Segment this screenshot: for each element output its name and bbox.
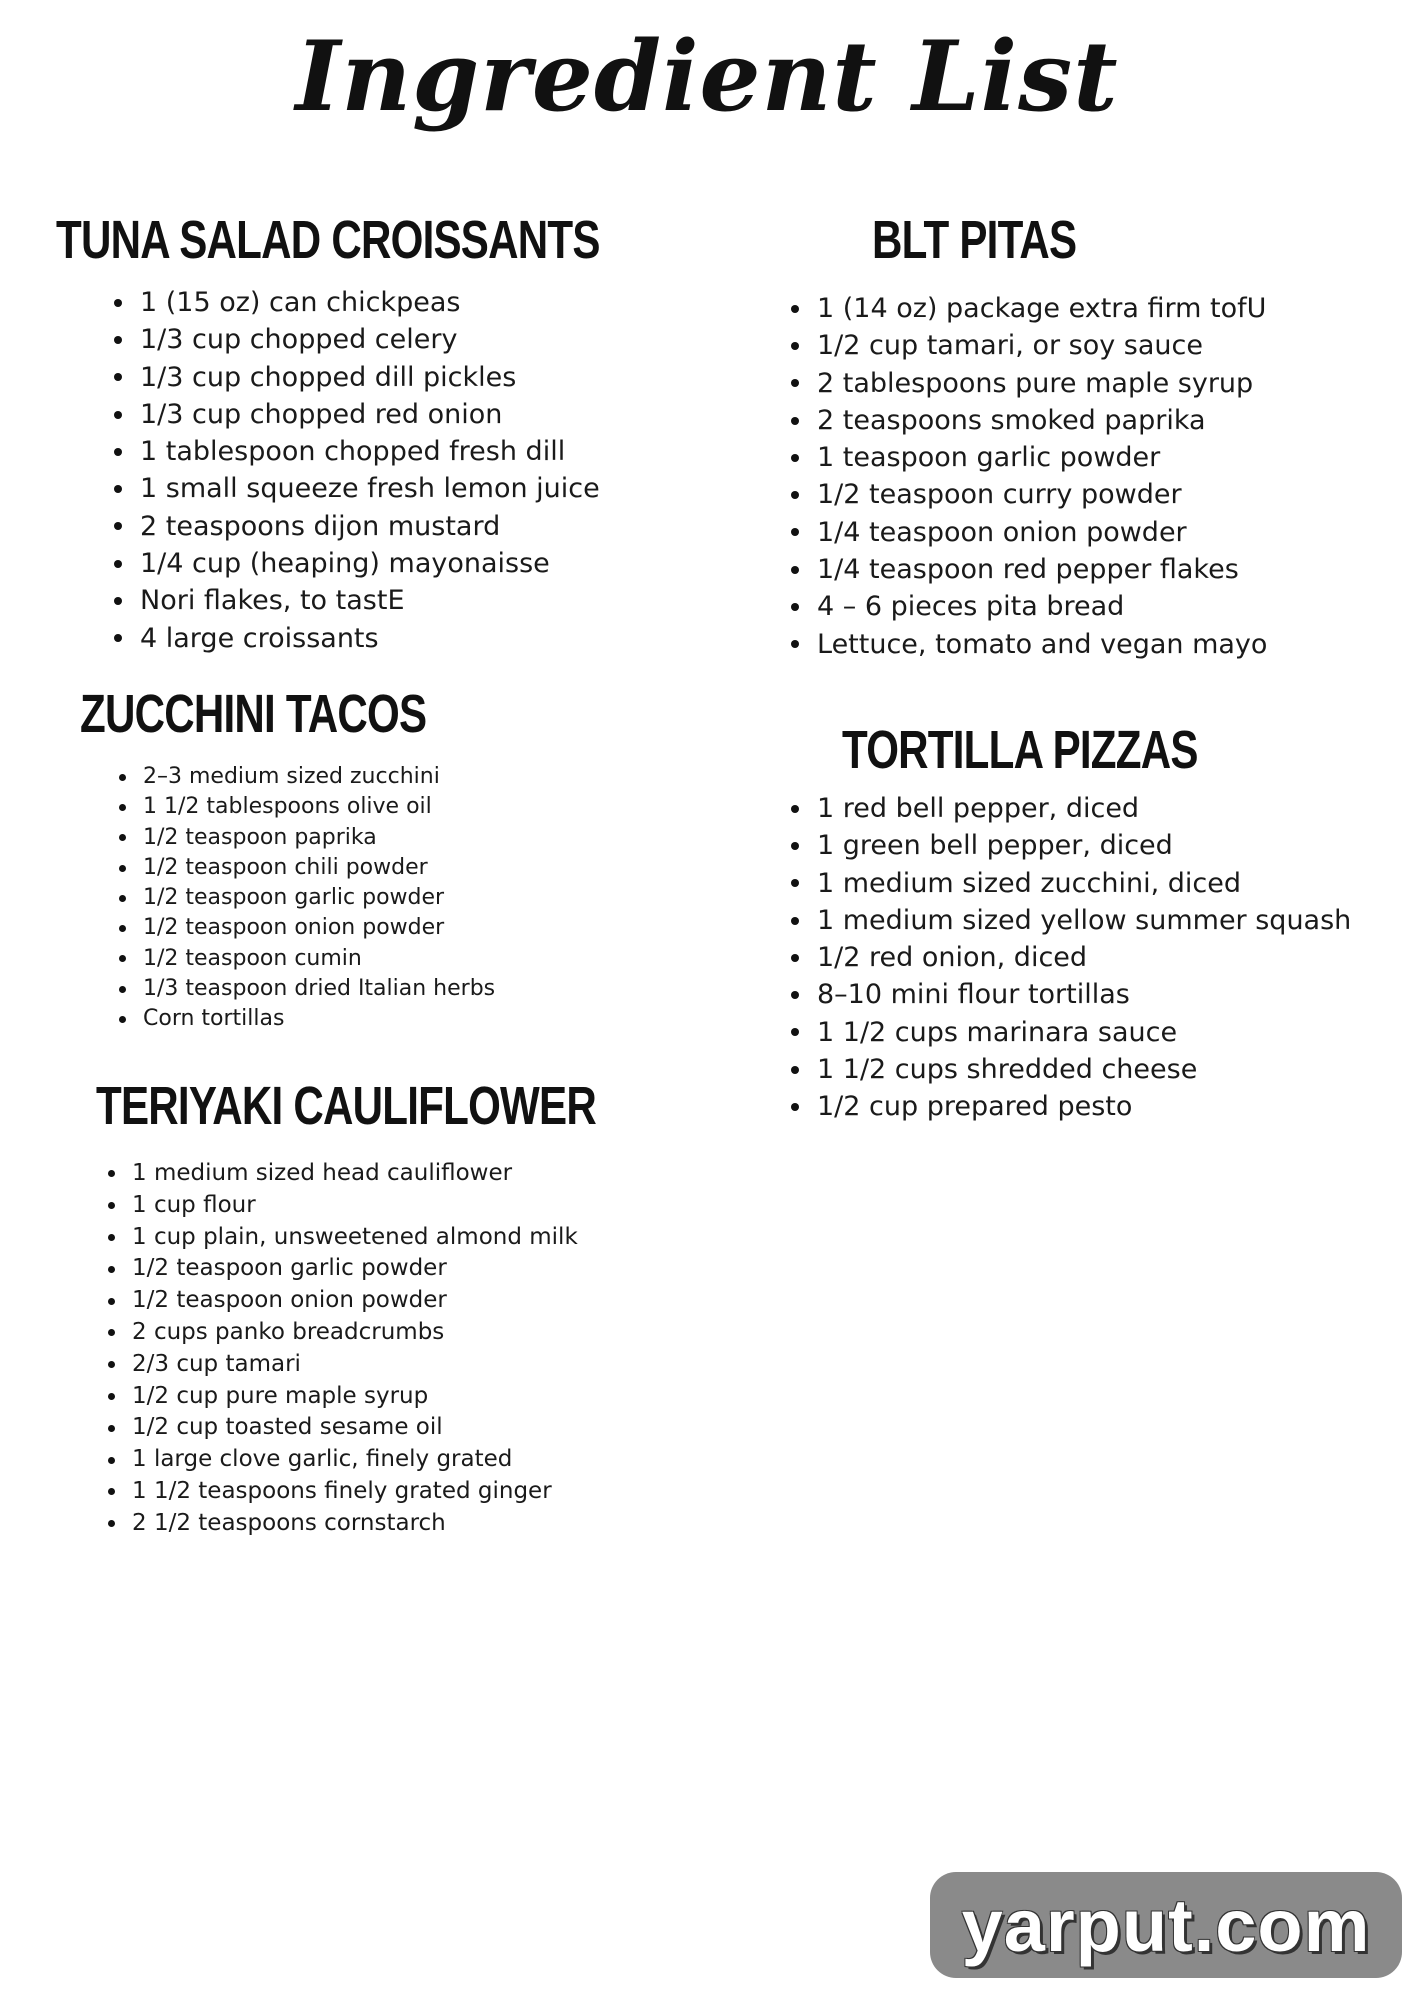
list-item: 2 tablespoons pure maple syrup: [817, 365, 1267, 402]
list-item: 1 1/2 teaspoons finely grated ginger: [132, 1476, 737, 1508]
list-item: 1 (15 oz) can chickpeas: [140, 284, 753, 321]
list-item: 1/3 teaspoon dried Italian herbs: [143, 974, 524, 1004]
list-item: Nori flakes, to tastE: [140, 582, 753, 619]
list-item: 1/2 teaspoon cumin: [143, 944, 524, 974]
list-item: 2 teaspoons smoked paprika: [817, 402, 1267, 439]
list-item: 1/3 cup chopped celery: [140, 321, 753, 358]
list-item: 1/2 cup toasted sesame oil: [132, 1412, 737, 1444]
section-heading: ZUCCHINI TACOS: [80, 684, 427, 744]
section-teriyaki-cauliflower: [96, 1074, 737, 1540]
section-zucchini-tacos: [80, 682, 524, 1035]
section-tuna-salad-croissants: [56, 208, 753, 657]
list-item: 1 tablespoon chopped fresh dill: [140, 433, 753, 470]
list-item: Lettuce, tomato and vegan mayo: [817, 626, 1267, 663]
list-item: 1 1/2 cups shredded cheese: [817, 1051, 1351, 1088]
list-item: 1/4 teaspoon onion powder: [817, 514, 1267, 551]
ingredient-list: [143, 762, 524, 1035]
list-item: 1/2 teaspoon curry powder: [817, 476, 1267, 513]
list-item: 1 (14 oz) package extra firm tofU: [817, 290, 1267, 327]
list-item: 1 1/2 cups marinara sauce: [817, 1014, 1351, 1051]
list-item: 1/2 cup pure maple syrup: [132, 1381, 737, 1413]
section-tortilla-pizzas: [817, 718, 1352, 1126]
list-item: 1/2 red onion, diced: [817, 939, 1351, 976]
list-item: 1 medium sized zucchini, diced: [817, 865, 1351, 902]
section-heading: TUNA SALAD CROISSANTS: [56, 210, 600, 270]
list-item: 1 cup flour: [132, 1190, 737, 1222]
list-item: 1 1/2 tablespoons olive oil: [143, 792, 524, 822]
list-item: 1 cup plain, unsweetened almond milk: [132, 1222, 737, 1254]
list-item: 1/2 teaspoon paprika: [143, 823, 524, 853]
ingredient-list: [817, 790, 1351, 1126]
list-item: 1 green bell pepper, diced: [817, 827, 1351, 864]
list-item: 2 cups panko breadcrumbs: [132, 1317, 737, 1349]
list-item: 4 large croissants: [140, 620, 753, 657]
page-title: Ingredient List: [295, 20, 1119, 133]
list-item: Corn tortillas: [143, 1004, 524, 1034]
list-item: 2 1/2 teaspoons cornstarch: [132, 1508, 737, 1540]
list-item: 1/2 teaspoon garlic powder: [132, 1253, 737, 1285]
list-item: 2–3 medium sized zucchini: [143, 762, 524, 792]
list-item: 1 medium sized head cauliflower: [132, 1158, 737, 1190]
list-item: 1/2 cup tamari, or soy sauce: [817, 327, 1267, 364]
section-heading: TERIYAKI CAULIFLOWER: [96, 1076, 596, 1136]
list-item: 1/3 cup chopped red onion: [140, 396, 753, 433]
list-item: 1/3 cup chopped dill pickles: [140, 359, 753, 396]
ingredient-list: [817, 290, 1267, 663]
list-item: 1 small squeeze fresh lemon juice: [140, 470, 753, 507]
list-item: 2 teaspoons dijon mustard: [140, 508, 753, 545]
list-item: 1 red bell pepper, diced: [817, 790, 1351, 827]
ingredient-list: [132, 1158, 737, 1540]
watermark-text: yarput.com: [961, 1883, 1371, 1967]
list-item: 2/3 cup tamari: [132, 1349, 737, 1381]
list-item: 1/2 cup prepared pesto: [817, 1088, 1351, 1125]
list-item: 1/2 teaspoon chili powder: [143, 853, 524, 883]
ingredient-list: [140, 284, 753, 657]
list-item: 1 teaspoon garlic powder: [817, 439, 1267, 476]
list-item: 1 large clove garlic, finely grated: [132, 1444, 737, 1476]
list-item: 4 – 6 pieces pita bread: [817, 588, 1267, 625]
section-heading: TORTILLA PIZZAS: [842, 720, 1198, 780]
list-item: 8–10 mini flour tortillas: [817, 976, 1351, 1013]
watermark: [930, 1872, 1402, 1978]
list-item: 1/2 teaspoon onion powder: [143, 913, 524, 943]
list-item: 1/4 cup (heaping) mayonaisse: [140, 545, 753, 582]
list-item: 1/2 teaspoon garlic powder: [143, 883, 524, 913]
section-heading: BLT PITAS: [872, 210, 1077, 270]
list-item: 1/2 teaspoon onion powder: [132, 1285, 737, 1317]
section-blt-pitas: [817, 208, 1268, 663]
list-item: 1/4 teaspoon red pepper flakes: [817, 551, 1267, 588]
list-item: 1 medium sized yellow summer squash: [817, 902, 1351, 939]
